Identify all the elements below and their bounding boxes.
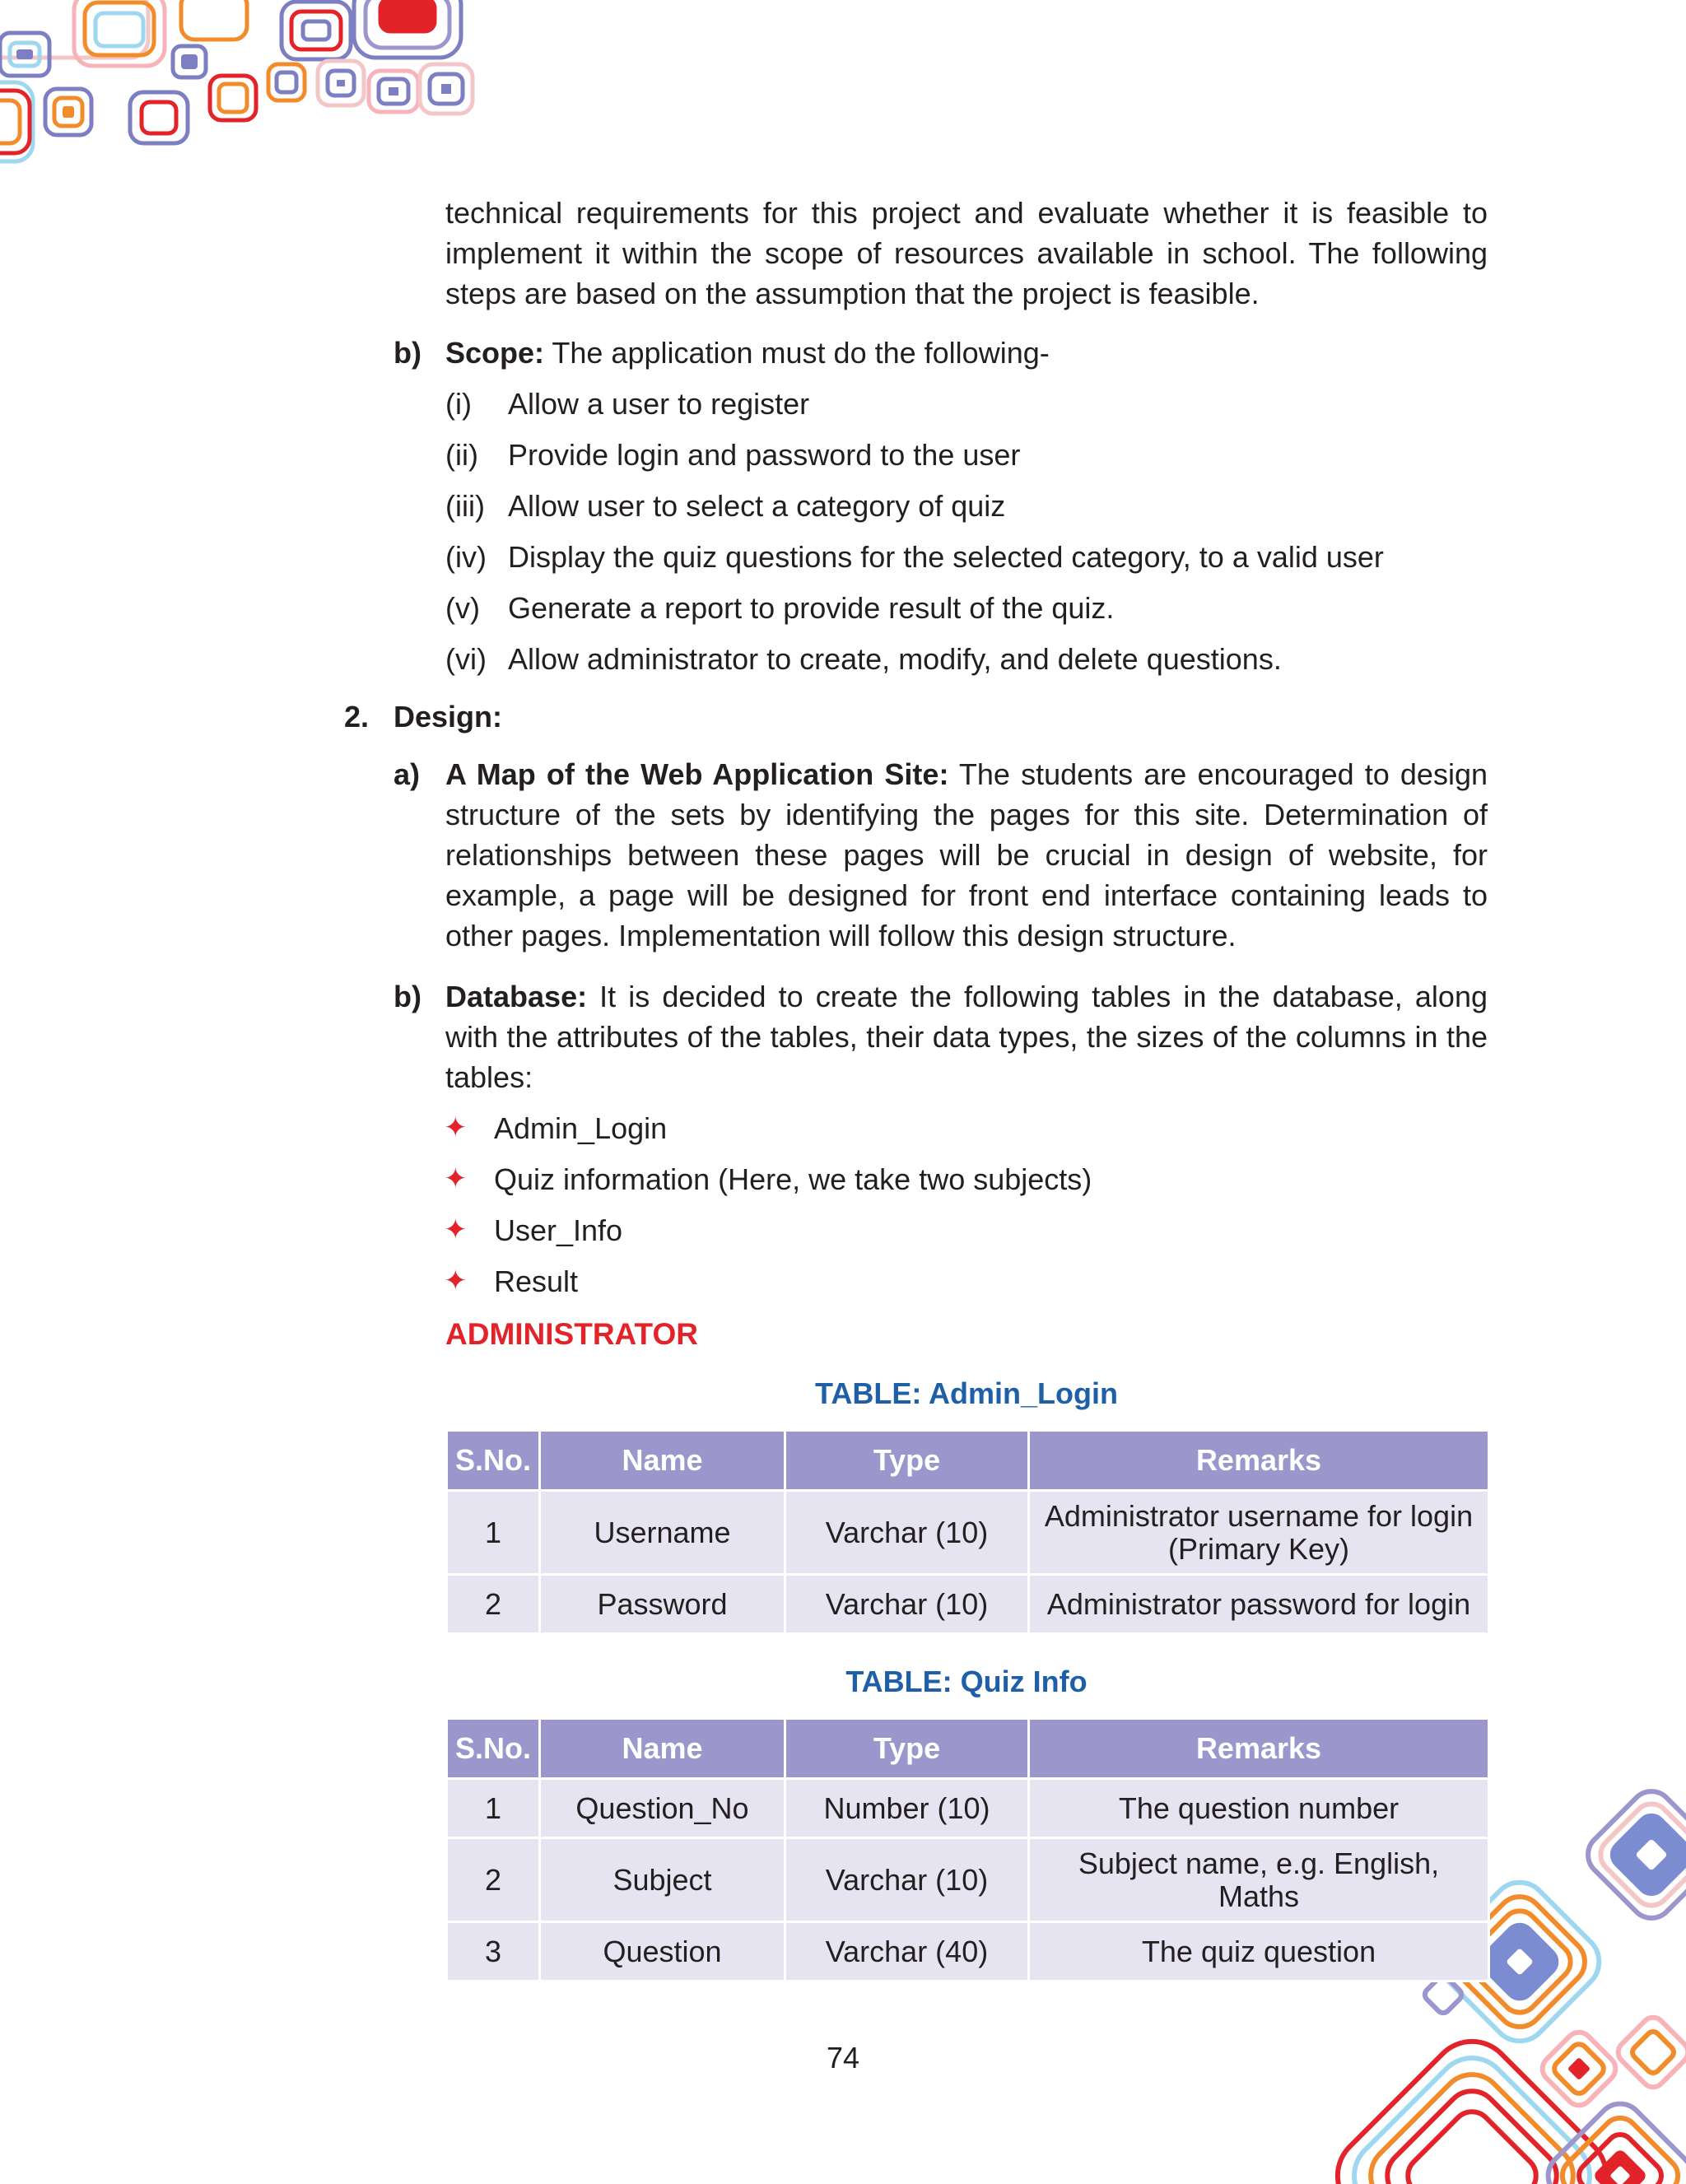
table-row bbox=[447, 1838, 1489, 1922]
admin-login-table bbox=[445, 1429, 1490, 1635]
bullet-star-icon: ✦ bbox=[444, 1112, 468, 1143]
table-row bbox=[447, 1575, 1489, 1634]
database-bullet-item: Admin_Login bbox=[494, 1111, 668, 1145]
cell-remarks: Administrator password for login bbox=[1029, 1575, 1489, 1634]
cell-name: Question bbox=[540, 1922, 785, 1981]
table-row bbox=[447, 1491, 1489, 1575]
scope-item-num: (i) bbox=[445, 387, 472, 421]
scope-title: Scope: bbox=[445, 336, 545, 370]
scope-marker: b) bbox=[394, 336, 422, 370]
scope-item-num: (ii) bbox=[445, 438, 478, 472]
scope-text: The application must do the following- bbox=[544, 336, 1050, 370]
cell-type: Varchar (10) bbox=[785, 1838, 1029, 1922]
cell-remarks: The quiz question bbox=[1029, 1922, 1489, 1981]
cell-remarks: The question number bbox=[1029, 1779, 1489, 1838]
bullet-star-icon: ✦ bbox=[444, 1265, 468, 1297]
cell-type: Varchar (10) bbox=[785, 1491, 1029, 1575]
decorative-squares-top-left bbox=[0, 0, 477, 165]
database-bullet-item: Result bbox=[494, 1264, 579, 1298]
scope-item-text: Generate a report to provide result of the quiz. bbox=[508, 591, 1115, 625]
map-text: The students are encouraged to design structure of the sets by identifying the pages for this site. Determination of relationships between these pages will be crucial in design of website, for example, a page will be designed for front end interface containing leads to other pages. Implementation will follow this design structure. bbox=[445, 757, 1488, 952]
database-text: It is decided to create the following tables in the database, along with the attributes of the tables, their data types, the sizes of the columns in the tables: bbox=[445, 980, 1488, 1094]
map-marker: a) bbox=[394, 757, 421, 791]
scope-item-num: (v) bbox=[445, 591, 480, 625]
cell-type: Number (10) bbox=[785, 1779, 1029, 1838]
cell-sno: 1 bbox=[447, 1779, 540, 1838]
scope-item-text: Display the quiz questions for the selected category, to a valid user bbox=[508, 540, 1384, 574]
map-paragraph bbox=[445, 754, 1488, 956]
database-paragraph bbox=[445, 976, 1488, 1097]
admin-login-table-title: TABLE: Admin_Login bbox=[815, 1376, 1118, 1410]
cell-sno: 3 bbox=[447, 1922, 540, 1981]
cell-type: Varchar (40) bbox=[785, 1922, 1029, 1981]
database-bullet-item: User_Info bbox=[494, 1213, 623, 1247]
bullet-star-icon: ✦ bbox=[444, 1214, 468, 1246]
database-marker: b) bbox=[394, 980, 422, 1013]
scope-item-text: Provide login and password to the user bbox=[508, 438, 1021, 472]
column-header-name: Name bbox=[540, 1719, 785, 1779]
administrator-heading: ADMINISTRATOR bbox=[445, 1317, 698, 1351]
column-header-remarks: Remarks bbox=[1029, 1719, 1489, 1779]
scope-item-num: (iii) bbox=[445, 489, 485, 523]
column-header-remarks: Remarks bbox=[1029, 1431, 1489, 1491]
table-row bbox=[447, 1779, 1489, 1838]
cell-name: Username bbox=[540, 1491, 785, 1575]
cell-name: Subject bbox=[540, 1838, 785, 1922]
cell-remarks: Subject name, e.g. English, Maths bbox=[1029, 1838, 1489, 1922]
column-header-sno: S.No. bbox=[447, 1719, 540, 1779]
database-title: Database: bbox=[445, 980, 588, 1013]
intro-paragraph: technical requirements for this project and evaluate whether it is feasible to implement it within the scope of resources available in school. The following steps are based on the assumption that the project is feasible. bbox=[445, 196, 1488, 310]
cell-name: Question_No bbox=[540, 1779, 785, 1838]
column-header-sno: S.No. bbox=[447, 1431, 540, 1491]
cell-type: Varchar (10) bbox=[785, 1575, 1029, 1634]
scope-heading bbox=[445, 336, 1050, 370]
column-header-name: Name bbox=[540, 1431, 785, 1491]
design-title: Design: bbox=[394, 700, 503, 733]
scope-item-num: (iv) bbox=[445, 540, 487, 574]
database-bullet-item: Quiz information (Here, we take two subjects) bbox=[494, 1162, 1092, 1196]
column-header-type: Type bbox=[785, 1431, 1029, 1491]
table-header-row bbox=[447, 1719, 1489, 1779]
cell-name: Password bbox=[540, 1575, 785, 1634]
cell-sno: 2 bbox=[447, 1575, 540, 1634]
scope-item-text: Allow administrator to create, modify, and delete questions. bbox=[508, 642, 1282, 676]
quiz-info-table-title: TABLE: Quiz Info bbox=[845, 1665, 1088, 1698]
table-row bbox=[447, 1922, 1489, 1981]
cell-remarks: Administrator username for login (Primary Key) bbox=[1029, 1491, 1489, 1575]
map-title: A Map of the Web Application Site: bbox=[445, 757, 949, 791]
page-number: 74 bbox=[826, 2041, 860, 2075]
cell-sno: 2 bbox=[447, 1838, 540, 1922]
scope-item-text: Allow user to select a category of quiz bbox=[508, 489, 1006, 523]
cell-sno: 1 bbox=[447, 1491, 540, 1575]
scope-item-text: Allow a user to register bbox=[508, 387, 810, 421]
column-header-type: Type bbox=[785, 1719, 1029, 1779]
design-marker: 2. bbox=[344, 700, 370, 733]
scope-item-num: (vi) bbox=[445, 642, 487, 676]
bullet-star-icon: ✦ bbox=[444, 1163, 468, 1194]
table-header-row bbox=[447, 1431, 1489, 1491]
quiz-info-table bbox=[445, 1717, 1490, 1982]
